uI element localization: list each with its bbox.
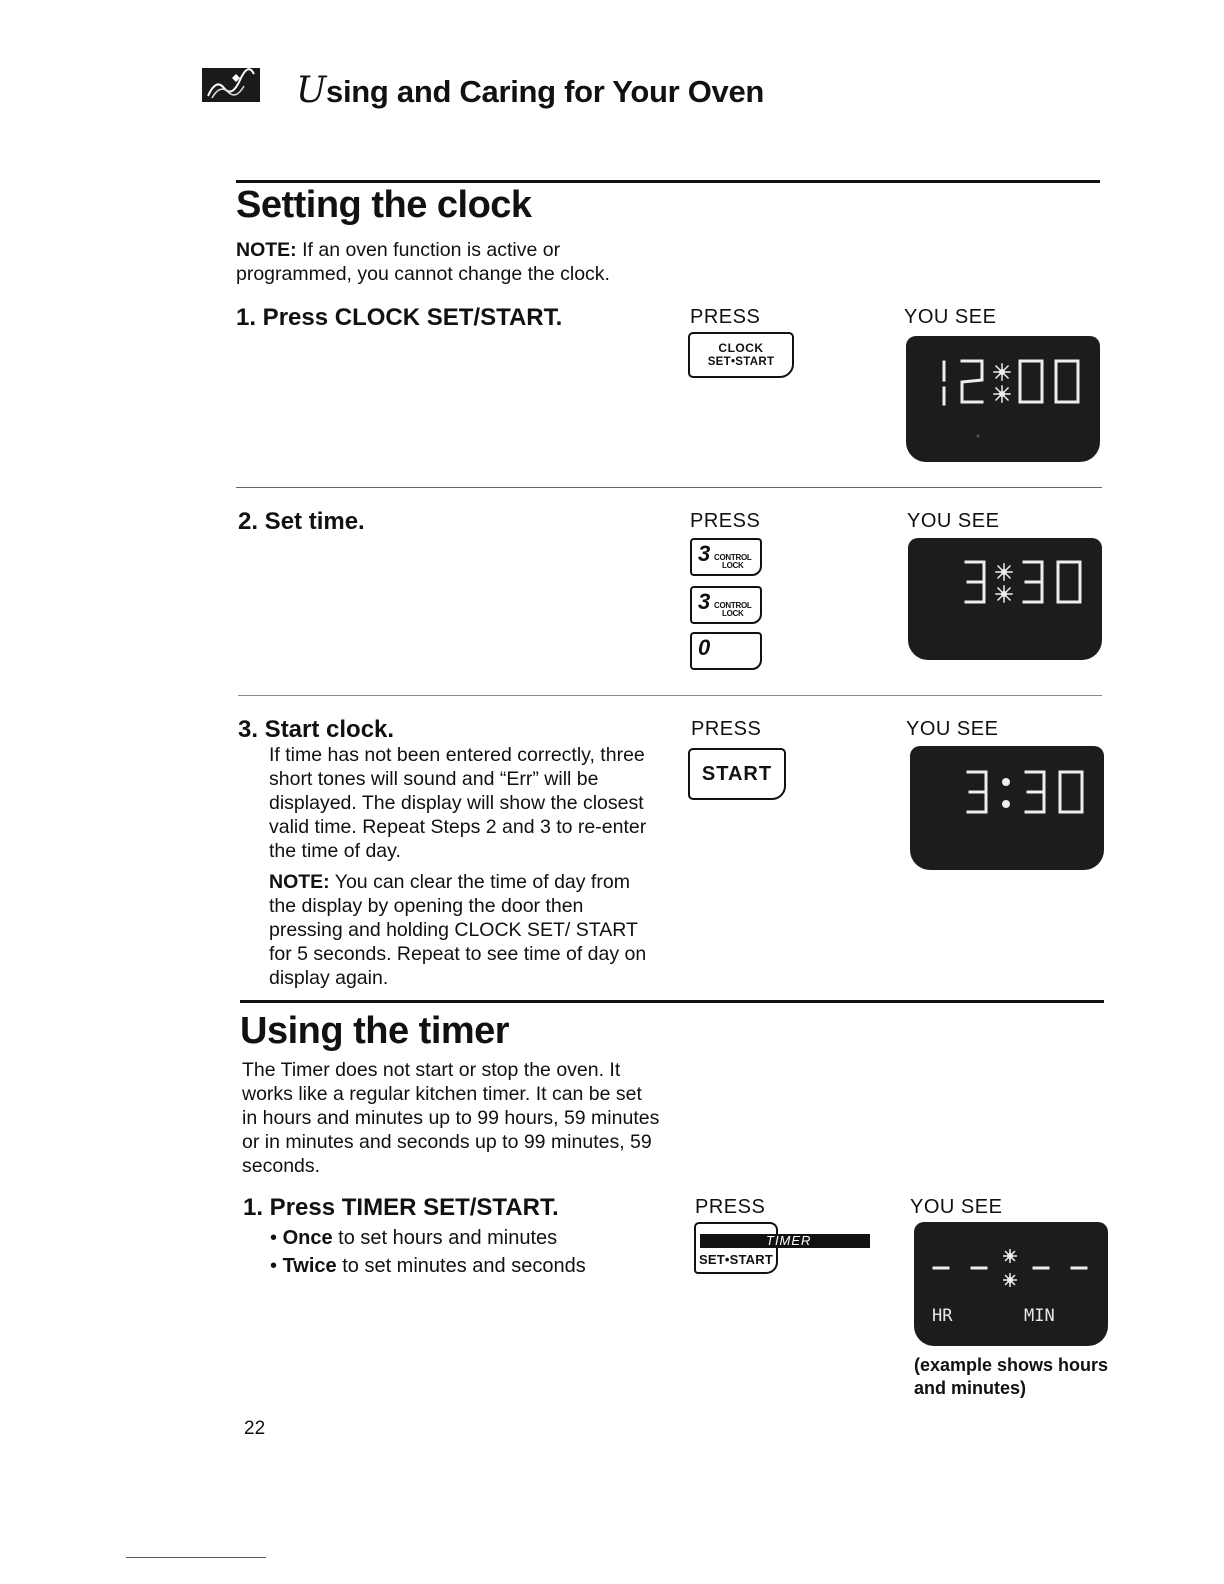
you-see-label: YOU SEE [906, 718, 999, 740]
footer-rule [126, 1557, 266, 1558]
section-divider [236, 180, 1100, 183]
press-label: PRESS [690, 510, 761, 532]
timer-set-start-label: SET•START [699, 1252, 773, 1267]
press-label: PRESS [691, 718, 762, 740]
button-digit: 3 [698, 541, 711, 566]
clock-step-2-title: 2. Set time. [238, 508, 365, 535]
timer-display [914, 1222, 1108, 1346]
seven-segment-readout [908, 538, 1102, 660]
hr-label: HR [932, 1306, 953, 1326]
you-see-label: YOU SEE [907, 510, 1000, 532]
button-digit: 3 [698, 589, 711, 614]
seven-segment-readout [910, 746, 1104, 870]
timer-section-title: Using the timer [240, 1010, 510, 1052]
you-see-label: YOU SEE [910, 1196, 1003, 1218]
button-digit: 0 [698, 635, 711, 660]
control-lock-label: CONTROL LOCK [714, 601, 752, 618]
step-divider [236, 487, 1102, 488]
clock-display-330-blinking [908, 538, 1102, 660]
button-label-line2: SET•START [707, 356, 775, 368]
press-label: PRESS [695, 1196, 766, 1218]
clock-set-start-button[interactable] [688, 332, 794, 378]
number-3-control-lock-button[interactable] [690, 586, 762, 624]
clock-section-title: Setting the clock [236, 184, 532, 226]
timer-dash-readout [914, 1222, 1108, 1346]
start-button-label: START [701, 762, 773, 785]
timer-label-bar: TIMER [700, 1234, 870, 1248]
number-0-button[interactable] [690, 632, 762, 670]
page-number: 22 [244, 1418, 266, 1439]
bullet-once: • Once to set hours and minutes [270, 1227, 558, 1249]
start-clock-instructions: If time has not been entered correctly, three short tones will sound and “Err” will be displayed. The display will show the closest valid time. Repeat Steps 2 and 3 to re-enter the time of day. [269, 744, 647, 862]
clock-step-3-title: 3. Start clock. [238, 716, 395, 743]
min-label: MIN [1024, 1306, 1055, 1326]
page-header-title: Using and Caring for Your Oven [296, 70, 765, 111]
clock-display-1200 [906, 336, 1100, 462]
number-3-control-lock-button[interactable] [690, 538, 762, 576]
timer-step-1-title: 1. Press TIMER SET/START. [243, 1194, 559, 1221]
timer-intro: The Timer does not start or stop the oven. It works like a regular kitchen timer. It can be set in hours and minutes up to 99 hours, 59 minutes or in minutes and seconds up to 99 minutes, 59 seconds. [242, 1059, 660, 1177]
timer-set-start-button[interactable] [694, 1222, 872, 1276]
clock-display-330 [910, 746, 1104, 870]
section-divider [240, 1000, 1104, 1003]
control-lock-label: CONTROL LOCK [714, 553, 752, 570]
button-label-line1: CLOCK [718, 341, 764, 355]
clock-note: NOTE: If an oven function is active or programmed, you cannot change the clock. [236, 239, 610, 285]
brand-logo-icon [202, 68, 260, 102]
you-see-label: YOU SEE [904, 306, 997, 328]
bullet-twice: • Twice to set minutes and seconds [270, 1255, 586, 1277]
step-divider [238, 695, 1102, 696]
start-button[interactable] [688, 748, 786, 800]
clock-step-1-title: 1. Press CLOCK SET/START. [236, 304, 563, 331]
clear-time-note: NOTE: You can clear the time of day from the display by opening the door then pressing and holding CLOCK SET/ START for 5 seconds. Repeat to see time of day on display again. [269, 871, 647, 989]
press-label: PRESS [690, 306, 761, 328]
display-caption: (example shows hours and minutes) [914, 1355, 1109, 1398]
seven-segment-readout [906, 336, 1100, 462]
